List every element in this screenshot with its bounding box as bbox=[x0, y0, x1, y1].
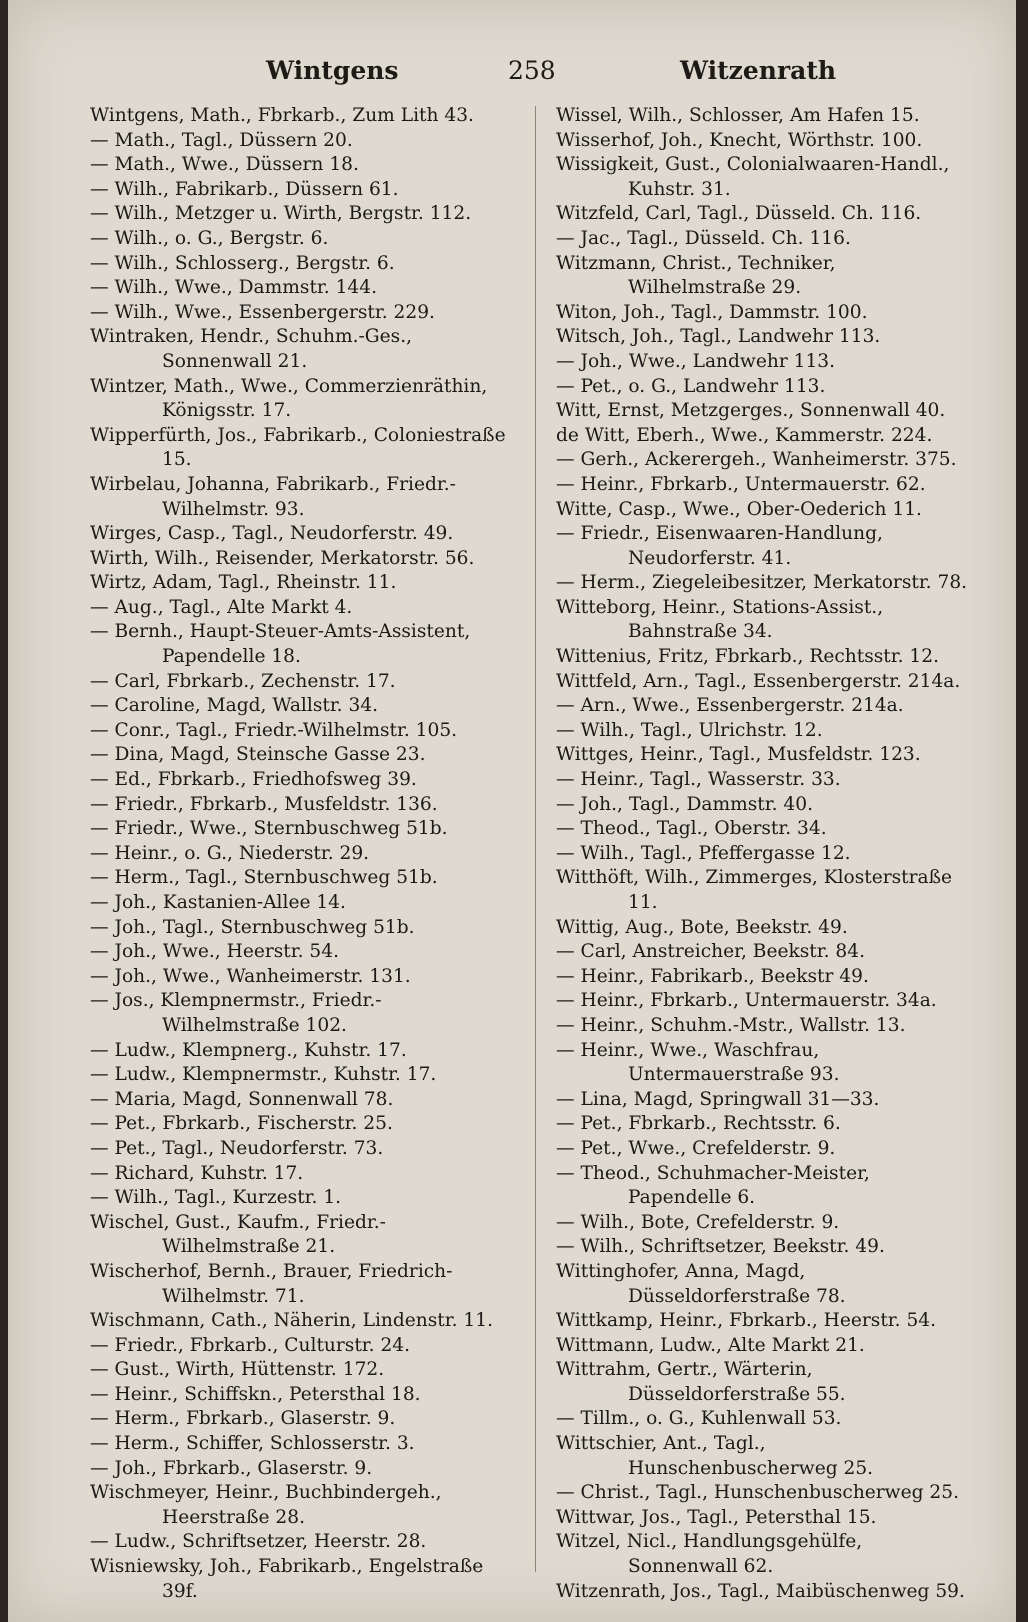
directory-entry: — Heinr., o. G., Niederstr. 29. bbox=[90, 842, 370, 864]
directory-entry: Wittwar, Jos., Tagl., Petersthal 15. bbox=[556, 1506, 877, 1528]
directory-entry: Witon, Joh., Tagl., Dammstr. 100. bbox=[556, 301, 868, 323]
directory-entry: — Dina, Magd, Steinsche Gasse 23. bbox=[90, 744, 426, 766]
page-header bbox=[8, 56, 1016, 96]
directory-entry: — Wilh., Wwe., Dammstr. 144. bbox=[90, 277, 377, 299]
directory-entry: — Wilh., o. G., Bergstr. 6. bbox=[90, 227, 329, 249]
directory-entry: — Heinr., Fbrkarb., Untermauerstr. 62. bbox=[556, 473, 926, 495]
directory-entry: — Wilh., Schriftsetzer, Beekstr. 49. bbox=[556, 1236, 885, 1258]
directory-entry: — Joh., Tagl., Dammstr. 40. bbox=[556, 793, 813, 815]
left-column bbox=[90, 104, 508, 1604]
directory-entry: — Friedr., Eisenwaaren-Handlung, Neudorferstr. 41. bbox=[556, 523, 883, 569]
directory-entry: de Witt, Eberh., Wwe., Kammerstr. 224. bbox=[556, 424, 933, 446]
directory-entry: Wintgens, Math., Fbrkarb., Zum Lith 43. bbox=[90, 105, 474, 126]
directory-entry: Wissigkeit, Gust., Colonialwaaren-Handl., Kuhstr. 31. bbox=[556, 154, 950, 200]
column-divider bbox=[535, 106, 536, 1572]
directory-entry: — Arn., Wwe., Essenbergerstr. 214a. bbox=[556, 695, 904, 717]
directory-entry: — Caroline, Magd, Wallstr. 34. bbox=[90, 695, 379, 717]
directory-entry: — Wilh., Tagl., Kurzestr. 1. bbox=[90, 1187, 342, 1209]
directory-entry: — Joh., Wwe., Heerstr. 54. bbox=[90, 941, 339, 963]
directory-entry: — Wilh., Bote, Crefelderstr. 9. bbox=[556, 1211, 840, 1233]
directory-entry: — Heinr., Fabrikarb., Beekstr 49. bbox=[556, 965, 869, 987]
directory-entry: — Math., Wwe., Düssern 18. bbox=[90, 154, 359, 176]
directory-entry: — Ludw., Klempnerg., Kuhstr. 17. bbox=[90, 1039, 407, 1061]
directory-entry: — Herm., Schiffer, Schlosserstr. 3. bbox=[90, 1433, 415, 1455]
directory-entry: — Joh., Wwe., Wanheimerstr. 131. bbox=[90, 965, 411, 987]
directory-entry: — Friedr., Wwe., Sternbuschweg 51b. bbox=[90, 818, 448, 840]
directory-entry: — Ludw., Klempnermstr., Kuhstr. 17. bbox=[90, 1064, 437, 1086]
directory-entry: — Heinr., Fbrkarb., Untermauerstr. 34a. bbox=[556, 990, 937, 1012]
directory-entry: Wintzer, Math., Wwe., Commerzienräthin, Königsstr. 17. bbox=[90, 375, 488, 422]
directory-page bbox=[8, 0, 1016, 1622]
directory-entry: Wittkamp, Heinr., Fbrkarb., Heerstr. 54. bbox=[556, 1310, 937, 1332]
directory-entry: — Heinr., Schiffskn., Petersthal 18. bbox=[90, 1383, 421, 1405]
directory-entry: — Ludw., Schriftsetzer, Heerstr. 28. bbox=[90, 1531, 427, 1553]
header-left-guide-word: Wintgens bbox=[266, 56, 399, 85]
header-right-guide-word: Witzenrath bbox=[680, 56, 837, 85]
directory-entry: Wipperfürth, Jos., Fabrikarb., Coloniestraße 15. bbox=[90, 424, 506, 471]
directory-entry: — Friedr., Fbrkarb., Culturstr. 24. bbox=[90, 1334, 411, 1356]
directory-entry: Wittmann, Ludw., Alte Markt 21. bbox=[556, 1334, 865, 1356]
directory-entry: Witzmann, Christ., Techniker, Wilhelmstraße 29. bbox=[556, 252, 836, 299]
directory-entry: — Bernh., Haupt-Steuer-Amts-Assistent, Papendelle 18. bbox=[90, 621, 471, 668]
page-number: 258 bbox=[508, 56, 556, 85]
directory-entry: Wittfeld, Arn., Tagl., Essenbergerstr. 214a. bbox=[556, 670, 961, 692]
directory-entry: Witt, Ernst, Metzgerges., Sonnenwall 40. bbox=[556, 400, 946, 422]
directory-entry: — Joh., Wwe., Landwehr 113. bbox=[556, 350, 836, 372]
directory-entry: — Pet., Fbrkarb., Fischerstr. 25. bbox=[90, 1113, 393, 1135]
directory-entry: Witsch, Joh., Tagl., Landwehr 113. bbox=[556, 326, 881, 348]
directory-entry: — Carl, Anstreicher, Beekstr. 84. bbox=[556, 941, 865, 963]
directory-entry: Witzel, Nicl., Handlungsgehülfe, Sonnenwall 62. bbox=[556, 1531, 863, 1578]
directory-entry: Wissel, Wilh., Schlosser, Am Hafen 15. bbox=[556, 105, 920, 126]
directory-entry: Witteborg, Heinr., Stations-Assist., Bahnstraße 34. bbox=[556, 596, 884, 643]
directory-entry: — Theod., Schuhmacher-Meister, Papendelle 6. bbox=[556, 1162, 870, 1209]
directory-entry: Wirtz, Adam, Tagl., Rheinstr. 11. bbox=[90, 572, 397, 594]
directory-entry: — Joh., Kastanien-Allee 14. bbox=[90, 892, 346, 913]
directory-entry: Wischmann, Cath., Näherin, Lindenstr. 11. bbox=[90, 1310, 494, 1332]
directory-entry: Wittenius, Fritz, Fbrkarb., Rechtsstr. 12. bbox=[556, 646, 939, 668]
directory-entry: — Carl, Fbrkarb., Zechenstr. 17. bbox=[90, 670, 396, 692]
directory-entry: — Pet., o. G., Landwehr 113. bbox=[556, 375, 826, 397]
directory-entry: — Herm., Tagl., Sternbuschweg 51b. bbox=[90, 867, 438, 889]
directory-entry: — Pet., Tagl., Neudorferstr. 73. bbox=[90, 1137, 384, 1159]
directory-entry: — Wilh., Tagl., Pfeffergasse 12. bbox=[556, 842, 851, 864]
directory-entry: — Lina, Magd, Springwall 31—33. bbox=[556, 1088, 880, 1110]
directory-entry: Witzfeld, Carl, Tagl., Düsseld. Ch. 116. bbox=[556, 203, 922, 225]
directory-entry: Wittrahm, Gertr., Wärterin, Düsseldorferstraße 55. bbox=[556, 1359, 846, 1405]
directory-entry: — Wilh., Tagl., Ulrichstr. 12. bbox=[556, 719, 823, 741]
directory-entry: Wirbelau, Johanna, Fabrikarb., Friedr.-Wilhelmstr. 93. bbox=[90, 473, 456, 520]
directory-entry: — Maria, Magd, Sonnenwall 78. bbox=[90, 1088, 394, 1110]
directory-entry: Wisniewsky, Joh., Fabrikarb., Engelstraße 39f. bbox=[90, 1556, 484, 1602]
directory-entry: — Heinr., Tagl., Wasserstr. 33. bbox=[556, 769, 841, 791]
directory-entry: Wischel, Gust., Kaufm., Friedr.-Wilhelmstraße 21. bbox=[90, 1211, 386, 1258]
directory-entry: — Ed., Fbrkarb., Friedhofsweg 39. bbox=[90, 769, 417, 791]
directory-entry: — Joh., Fbrkarb., Glaserstr. 9. bbox=[90, 1457, 373, 1479]
directory-entry: — Jac., Tagl., Düsseld. Ch. 116. bbox=[556, 227, 851, 249]
directory-entry: — Friedr., Fbrkarb., Musfeldstr. 136. bbox=[90, 793, 438, 815]
directory-entry: — Wilh., Metzger u. Wirth, Bergstr. 112. bbox=[90, 203, 472, 225]
directory-entry: — Wilh., Wwe., Essenbergerstr. 229. bbox=[90, 301, 435, 323]
directory-entry: Wischerhof, Bernh., Brauer, Friedrich-Wilhelmstr. 71. bbox=[90, 1260, 453, 1307]
directory-entry: Wirth, Wilh., Reisender, Merkatorstr. 56. bbox=[90, 547, 475, 569]
directory-entry: Wittig, Aug., Bote, Beekstr. 49. bbox=[556, 916, 848, 938]
directory-entry: — Math., Tagl., Düssern 20. bbox=[90, 129, 353, 151]
directory-entry: Witzenrath, Jos., Tagl., Maibüschenweg 59. bbox=[556, 1580, 965, 1602]
directory-entry: — Christ., Tagl., Hunschenbuscherweg 25. bbox=[556, 1482, 959, 1504]
directory-entry: Wirges, Casp., Tagl., Neudorferstr. 49. bbox=[90, 523, 454, 545]
directory-entry: — Pet., Fbrkarb., Rechtsstr. 6. bbox=[556, 1113, 841, 1135]
directory-entry: Wittschier, Ant., Tagl., Hunschenbuscherweg 25. bbox=[556, 1433, 874, 1479]
directory-entry: Wittges, Heinr., Tagl., Musfeldstr. 123. bbox=[556, 744, 921, 766]
directory-entry: — Heinr., Schuhm.-Mstr., Wallstr. 13. bbox=[556, 1014, 906, 1036]
directory-entry: — Wilh., Fabrikarb., Düssern 61. bbox=[90, 178, 399, 200]
directory-entry: — Theod., Tagl., Oberstr. 34. bbox=[556, 818, 827, 840]
directory-entry: — Heinr., Wwe., Waschfrau, Untermauerstraße 93. bbox=[556, 1039, 840, 1086]
right-column bbox=[556, 104, 974, 1604]
directory-entry: — Gerh., Ackerergeh., Wanheimerstr. 375. bbox=[556, 449, 957, 471]
directory-entry: — Richard, Kuhstr. 17. bbox=[90, 1162, 304, 1184]
directory-entry: Wisserhof, Joh., Knecht, Wörthstr. 100. bbox=[556, 129, 923, 151]
directory-entry: — Jos., Klempnermstr., Friedr.-Wilhelmstraße 102. bbox=[90, 990, 382, 1036]
directory-entry: — Tillm., o. G., Kuhlenwall 53. bbox=[556, 1408, 842, 1430]
directory-entry: — Aug., Tagl., Alte Markt 4. bbox=[90, 596, 353, 618]
directory-entry: — Conr., Tagl., Friedr.-Wilhelmstr. 105. bbox=[90, 719, 458, 741]
directory-entry: Wittinghofer, Anna, Magd, Düsseldorferstraße 78. bbox=[556, 1260, 846, 1307]
directory-entry: Wischmeyer, Heinr., Buchbindergeh., Heerstraße 28. bbox=[90, 1482, 442, 1528]
directory-entry: — Gust., Wirth, Hüttenstr. 172. bbox=[90, 1359, 385, 1381]
directory-entry: — Pet., Wwe., Crefelderstr. 9. bbox=[556, 1137, 836, 1159]
directory-entry: Wintraken, Hendr., Schuhm.-Ges., Sonnenwall 21. bbox=[90, 326, 413, 372]
directory-entry: Witthöft, Wilh., Zimmerges, Klosterstraße 11. bbox=[556, 867, 953, 913]
directory-entry: — Herm., Fbrkarb., Glaserstr. 9. bbox=[90, 1408, 396, 1430]
directory-entry: — Joh., Tagl., Sternbuschweg 51b. bbox=[90, 916, 415, 938]
directory-entry: — Wilh., Schlosserg., Bergstr. 6. bbox=[90, 252, 395, 274]
directory-entry: Witte, Casp., Wwe., Ober-Oederich 11. bbox=[556, 498, 922, 520]
directory-entry: — Herm., Ziegeleibesitzer, Merkatorstr. 78. bbox=[556, 572, 968, 594]
